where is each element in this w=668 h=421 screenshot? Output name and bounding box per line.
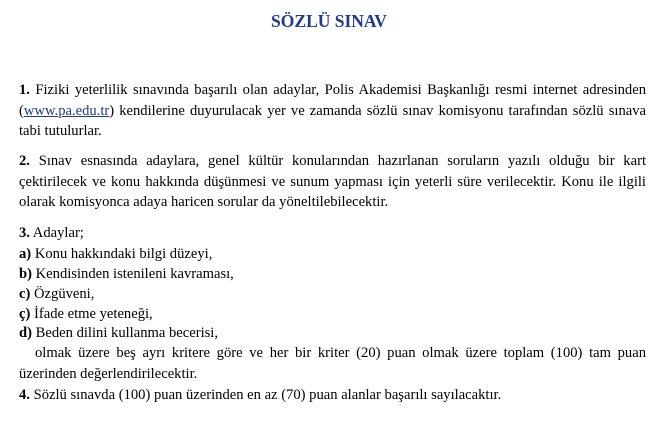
criteria-letter: a) (19, 246, 32, 262)
paragraph-4-number: 4. (19, 387, 30, 403)
criteria-item (19, 323, 218, 344)
criteria-letter: c) (19, 286, 31, 302)
website-link[interactable]: www.pa.edu.tr (23, 102, 110, 119)
criteria-text: Beden dilini kullanma becerisi, (35, 325, 219, 341)
paragraph-2-number: 2. (19, 153, 30, 169)
paragraph-2 (19, 151, 646, 213)
criteria-text: Özgüveni, (34, 286, 95, 302)
paragraph-3-closing: olmak üzere beş ayrı kritere göre ve her bir kriter (20) puan olmak üzere toplam (100) tam puan üzerinden değerlendirilecektir. (19, 345, 646, 382)
criteria-item (19, 264, 234, 285)
criteria-item (19, 304, 153, 325)
paragraph-1-number: 1. (19, 82, 30, 98)
paragraph-1-text-a: Fiziki yeterlilik sınavında başarılı olan adaylar, Polis Akademisi Başkanlığı resmi internet adresinden ( (19, 82, 646, 119)
paragraph-3-text: Adaylar; (32, 225, 84, 241)
paragraph-3-number: 3. (19, 225, 30, 241)
page-title: SÖZLÜ SINAV (271, 11, 387, 31)
criteria-item (19, 284, 94, 305)
criteria-text: İfade etme yeteneği, (34, 306, 153, 322)
criteria-text: Kendisinden istenileni kavraması, (35, 266, 234, 282)
paragraph-2-text: Sınav esnasında adaylara, genel kültür konularından hazırlanan soruların yazılı olduğu bir kart çektirilecek ve konu hakkında düşünmesi ve sunum yapması için yeterli süre verilecektir. Konu ile ilgili olarak komisyonca adaya haricen sorular da yöneltilebilecektir. (19, 153, 646, 210)
paragraph-1-text-b: ) kendilerine duyurulacak yer ve zamanda sözlü sınav komisyonu tarafından sözlü sınava tabi tutulurlar. (19, 102, 646, 139)
paragraph-4-text: Sözlü sınavda (100) puan üzerinden en az (70) puan alanlar başarılı sayılacaktır. (33, 387, 502, 403)
criteria-item (19, 244, 212, 265)
criteria-text: Konu hakkındaki bilgi düzeyi, (34, 246, 213, 262)
criteria-letter: ç) (19, 306, 31, 322)
paragraph-1 (19, 80, 646, 142)
paragraph-3-heading (19, 223, 84, 244)
paragraph-4 (19, 385, 501, 406)
criteria-letter: b) (19, 266, 32, 282)
criteria-letter: d) (19, 325, 32, 341)
